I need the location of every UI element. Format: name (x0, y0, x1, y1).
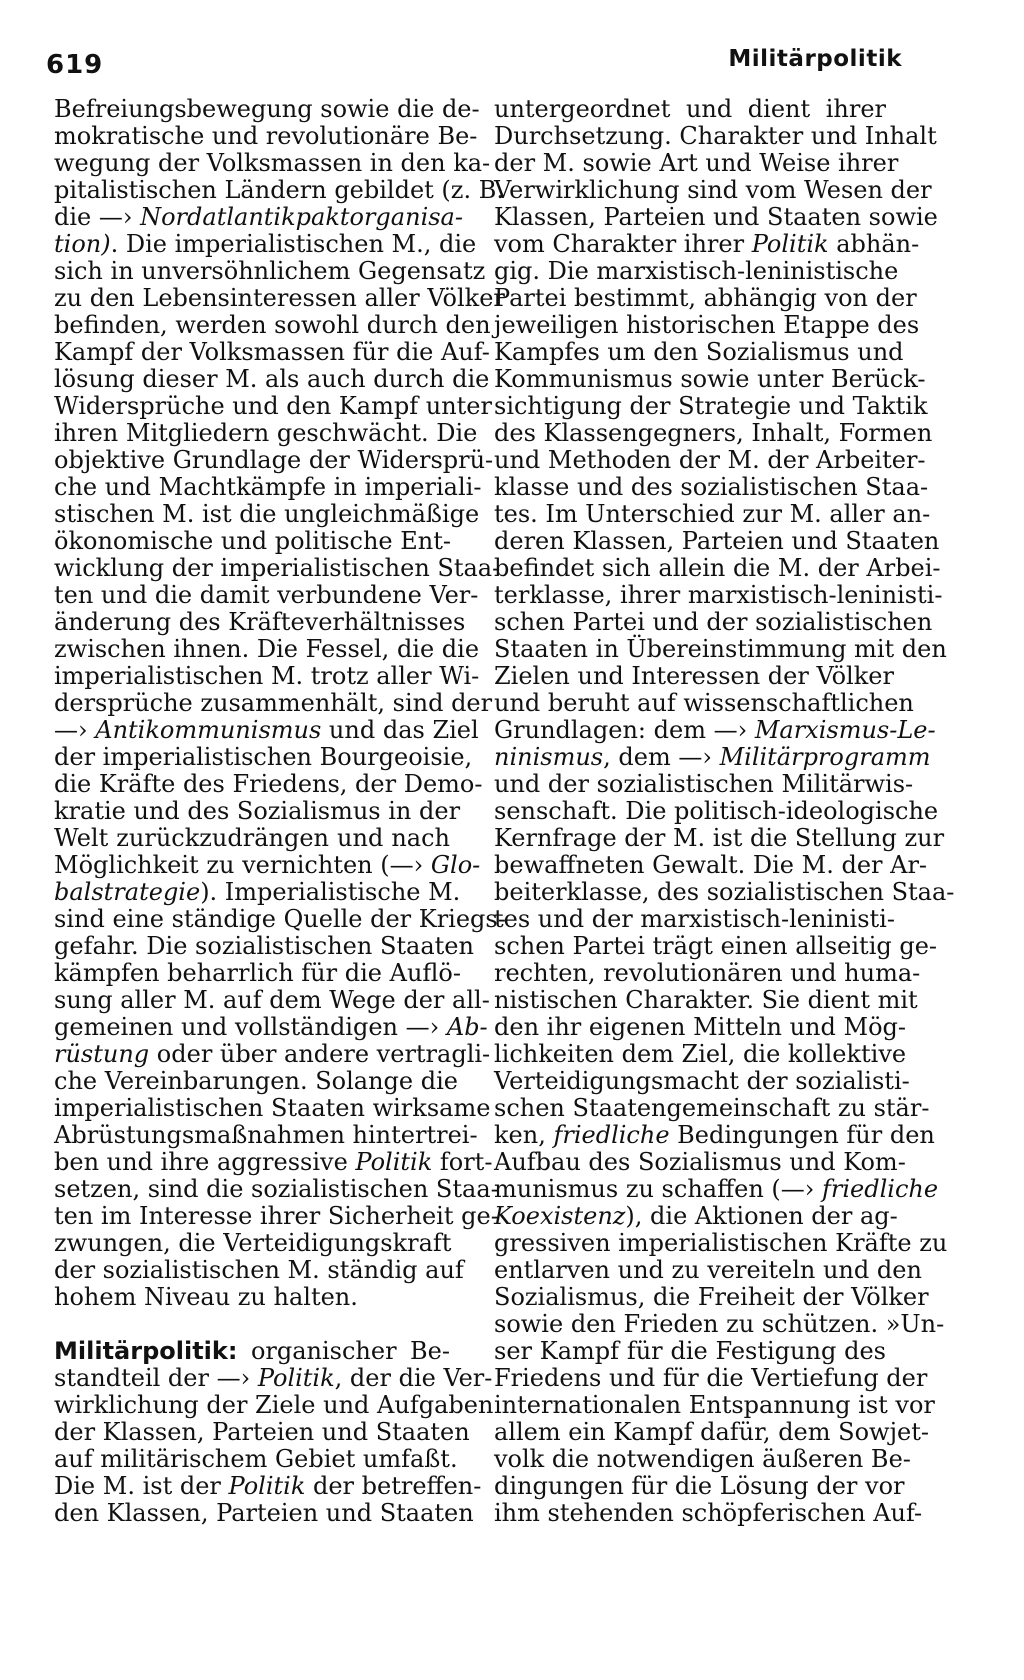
text-line: der imperialistischen Bourgeoisie, (54, 743, 473, 771)
text-line: objektive Grundlage der Widersprü- (54, 446, 494, 474)
text-line: Befreiungsbewegung sowie die de- (54, 95, 480, 123)
text-line: auf militärischem Gebiet umfaßt. (54, 1445, 458, 1473)
text-line: untergeordnet und dient ihrer (494, 95, 886, 123)
text-line: änderung des Kräfteverhältnisses (54, 608, 466, 636)
text-line: tion). Die imperialistischen M., die (54, 230, 477, 258)
text-line: Klassen, Parteien und Staaten sowie (494, 203, 938, 231)
text-line: zwungen, die Verteidigungskraft (54, 1229, 452, 1257)
text-line: senschaft. Die politisch-ideologische (494, 797, 939, 825)
text-line: Abrüstungsmaßnahmen hintertrei- (54, 1121, 478, 1149)
text-line: gressiven imperialistischen Kräfte zu (494, 1229, 948, 1257)
text-line: schen Partei trägt einen allseitig ge- (494, 932, 938, 960)
text-line: che Vereinbarungen. Solange die (54, 1067, 458, 1095)
text-line: internationalen Entspannung ist vor (494, 1391, 935, 1419)
text-line: setzen, sind die sozialistischen Staa- (54, 1175, 499, 1203)
text-line: Friedens und für die Vertiefung der (494, 1364, 928, 1392)
text-line: befinden, werden sowohl durch den (54, 311, 491, 339)
text-line: nistischen Charakter. Sie dient mit (494, 986, 918, 1014)
text-line: terklasse, ihrer marxistisch-leninisti- (494, 581, 943, 609)
text-line: deren Klassen, Parteien und Staaten (494, 527, 940, 555)
text-line: schen Partei und der sozialistischen (494, 608, 933, 636)
text-line: wegung der Volksmassen in den ka- (54, 149, 491, 177)
text-line: die —› Nordatlantikpaktorganisa- (54, 203, 463, 231)
left-column (54, 95, 506, 1527)
text-line: Kampf der Volksmassen für die Auf- (54, 338, 490, 366)
text-line: ökonomische und politische Ent- (54, 527, 451, 555)
text-line: bewaffneten Gewalt. Die M. der Ar- (494, 851, 928, 879)
text-line: Durchsetzung. Charakter und Inhalt (494, 122, 937, 150)
text-line: balstrategie). Imperialistische M. (54, 878, 461, 906)
text-line: jeweiligen historischen Etappe des (494, 311, 920, 339)
text-line: Kampfes um den Sozialismus und (494, 338, 904, 366)
text-line: pitalistischen Ländern gebildet (z. B. (54, 176, 504, 204)
entry-militaerpolitik (54, 1337, 494, 1527)
text-line: Koexistenz), die Aktionen der ag- (494, 1202, 898, 1230)
text-line: schen Staatengemeinschaft zu stär- (494, 1094, 930, 1122)
text-line: Verwirklichung sind vom Wesen der (494, 176, 932, 204)
text-line: beiterklasse, des sozialistischen Staa- (494, 878, 955, 906)
text-line: gig. Die marxistisch-leninistische (494, 257, 899, 285)
text-line: sung aller M. auf dem Wege der all- (54, 986, 490, 1014)
text-line: wirklichung der Ziele und Aufgaben (54, 1391, 494, 1419)
text-line: vom Charakter ihrer Politik abhän- (494, 230, 920, 258)
text-line: den Klassen, Parteien und Staaten (54, 1499, 474, 1527)
text-line: ten im Interesse ihrer Sicherheit ge- (54, 1202, 499, 1230)
text-line: mokratische und revolutionäre Be- (54, 122, 478, 150)
text-line: Verteidigungsmacht der sozialisti- (494, 1067, 910, 1095)
entry-first-line (54, 1338, 450, 1365)
text-line: Staaten in Übereinstimmung mit den (494, 635, 947, 663)
text-line: befindet sich allein die M. der Arbei- (494, 554, 941, 582)
text-line: klasse und des sozialistischen Staa- (494, 473, 929, 501)
entry-text (54, 1364, 494, 1527)
text-line: lösung dieser M. als auch durch die (54, 365, 490, 393)
text-line: sowie den Frieden zu schützen. »Un- (494, 1310, 945, 1338)
text-line: ten und die damit verbundene Ver- (54, 581, 479, 609)
text-line: sind eine ständige Quelle der Kriegs- (54, 905, 506, 933)
text-line: munismus zu schaffen (—› friedliche (494, 1175, 939, 1203)
text-line: gefahr. Die sozialistischen Staaten (54, 932, 474, 960)
text-line: rechten, revolutionären und huma- (494, 959, 921, 987)
text-line: ser Kampf für die Festigung des (494, 1337, 886, 1365)
text-line: Die M. ist der Politik der betreffen- (54, 1472, 482, 1500)
text-line: kämpfen beharrlich für die Auflö- (54, 959, 461, 987)
text-line: wicklung der imperialistischen Staa- (54, 554, 501, 582)
text-line: standteil der —› Politik, der die Ver- (54, 1364, 493, 1392)
text-line: den ihr eigenen Mitteln und Mög- (494, 1013, 906, 1041)
right-column-text (494, 95, 955, 1527)
text-line: Partei bestimmt, abhängig von der (494, 284, 917, 312)
text-line: die Kräfte des Friedens, der Demo- (54, 770, 483, 798)
right-column (494, 95, 955, 1527)
text-line: der Klassen, Parteien und Staaten (54, 1418, 470, 1446)
entry-keyword: Militärpolitik: (54, 1337, 238, 1365)
text-line: Aufbau des Sozialismus und Kom- (494, 1148, 906, 1176)
text-line: ihren Mitgliedern geschwächt. Die (54, 419, 478, 447)
text-line: volk die notwendigen äußeren Be- (494, 1445, 911, 1473)
text-line: Möglichkeit zu vernichten (—› Glo- (54, 851, 481, 879)
text-line: dersprüche zusammenhält, sind der (54, 689, 493, 717)
text-line: che und Machtkämpfe in imperiali- (54, 473, 482, 501)
text-line: des Klassengegners, Inhalt, Formen (494, 419, 933, 447)
text-line: —› Antikommunismus und das Ziel (54, 716, 479, 744)
text-line: Kernfrage der M. ist die Stellung zur (494, 824, 945, 852)
text-line: ihm stehenden schöpferischen Auf- (494, 1499, 923, 1527)
text-line: dingungen für die Lösung der vor (494, 1472, 905, 1500)
text-line: und Methoden der M. der Arbeiter- (494, 446, 926, 474)
text-line: sich in unversöhnlichem Gegensatz (54, 257, 486, 285)
text-line: ken, friedliche Bedingungen für den (494, 1121, 935, 1149)
text-line: ben und ihre aggressive Politik fort- (54, 1148, 493, 1176)
text-line: allem ein Kampf dafür, dem Sowjet- (494, 1418, 929, 1446)
text-line: und der sozialistischen Militärwis- (494, 770, 914, 798)
text-line: gemeinen und vollständigen —› Ab- (54, 1013, 488, 1041)
text-line: Kommunismus sowie unter Berück- (494, 365, 926, 393)
text-line: der sozialistischen M. ständig auf (54, 1256, 464, 1284)
entry-first-line-text: organischer Be- (250, 1337, 450, 1365)
left-column-text (54, 95, 506, 1311)
text-line: imperialistischen M. trotz aller Wi- (54, 662, 480, 690)
text-line: tes und der marxistisch-leninisti- (494, 905, 895, 933)
text-line: zwischen ihnen. Die Fessel, die die (54, 635, 480, 663)
text-line: sichtigung der Strategie und Taktik (494, 392, 928, 420)
text-line: zu den Lebensinteressen aller Völker (54, 284, 505, 312)
text-line: und beruht auf wissenschaftlichen (494, 689, 914, 717)
text-line: rüstung oder über andere vertragli- (54, 1040, 491, 1068)
text-line: der M. sowie Art und Weise ihrer (494, 149, 899, 177)
text-line: Grundlagen: dem —› Marxismus-Le- (494, 716, 936, 744)
text-line: Welt zurückzudrängen und nach (54, 824, 450, 852)
text-line: ninismus, dem —› Militärprogramm (494, 743, 931, 771)
text-line: imperialistischen Staaten wirksame (54, 1094, 491, 1122)
text-line: stischen M. ist die ungleichmäßige (54, 500, 480, 528)
text-line: Zielen und Interessen der Völker (494, 662, 894, 690)
text-line: entlarven und zu vereiteln und den (494, 1256, 922, 1284)
text-line: kratie und des Sozialismus in der (54, 797, 461, 825)
running-head: Militärpolitik (728, 46, 902, 72)
text-line: Widersprüche und den Kampf unter (54, 392, 492, 420)
text-line: hohem Niveau zu halten. (54, 1283, 358, 1311)
text-line: Sozialismus, die Freiheit der Völker (494, 1283, 929, 1311)
entry-gap (54, 1311, 450, 1338)
text-line: tes. Im Unterschied zur M. aller an- (494, 500, 931, 528)
text-line: lichkeiten dem Ziel, die kollektive (494, 1040, 907, 1068)
page-number: 619 (46, 50, 104, 80)
